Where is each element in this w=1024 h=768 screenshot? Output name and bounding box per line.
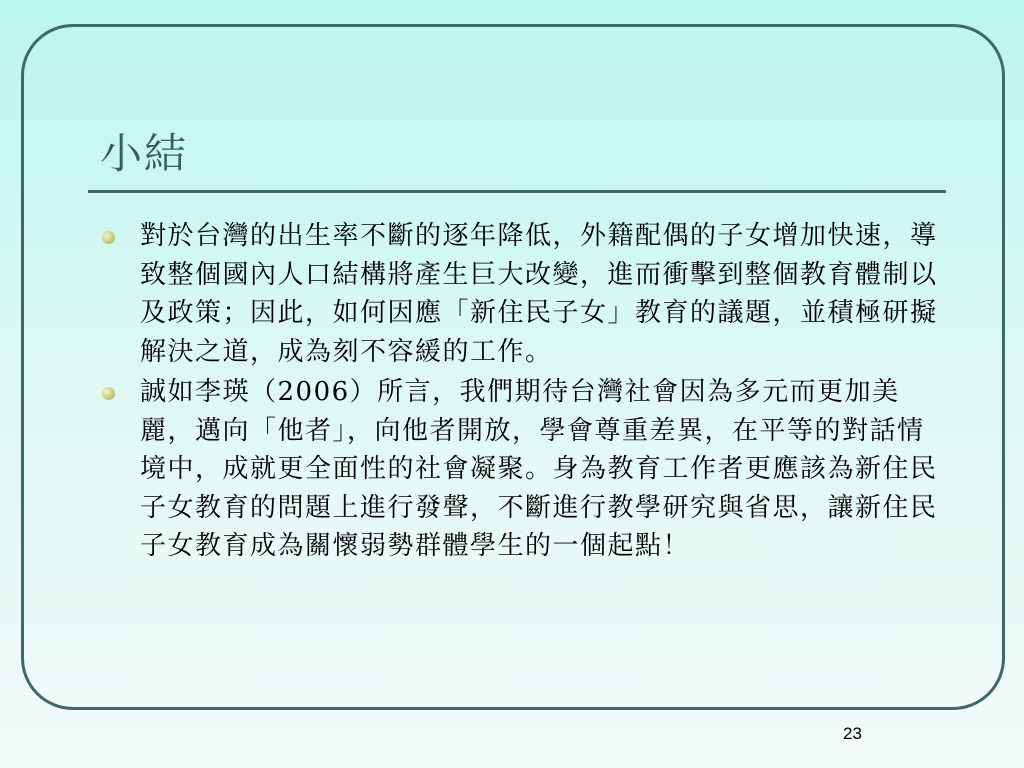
bullet-item [100,217,950,371]
title-divider [88,190,946,193]
page-number: 23 [843,724,862,743]
round-bullet-icon [102,387,115,400]
bullet-list [100,217,950,568]
bullet-text: 誠如李瑛（2006）所言，我們期待台灣社會因為多元而更加美麗，邁向「他者」，向他者開放，學會尊重差異，在平等的對話情境中，成就更全面性的社會凝聚。身為教育工作者更應該為新住民子女教育的問題上進行發聲，不斷進行教學研究與省思，讓新住民子女教育成為關懷弱勢群體學生的一個起點！ [140,377,938,561]
bullet-item [100,373,950,566]
bullet-text: 對於台灣的出生率不斷的逐年降低，外籍配偶的子女增加快速，導致整個國內人口結構將產生巨大改變，進而衝擊到整個教育體制以及政策；因此，如何因應「新住民子女」教育的議題，並積極研擬解決之道，成為刻不容緩的工作。 [140,221,938,367]
round-bullet-icon [102,231,115,244]
slide-title: 小結 [100,129,189,178]
